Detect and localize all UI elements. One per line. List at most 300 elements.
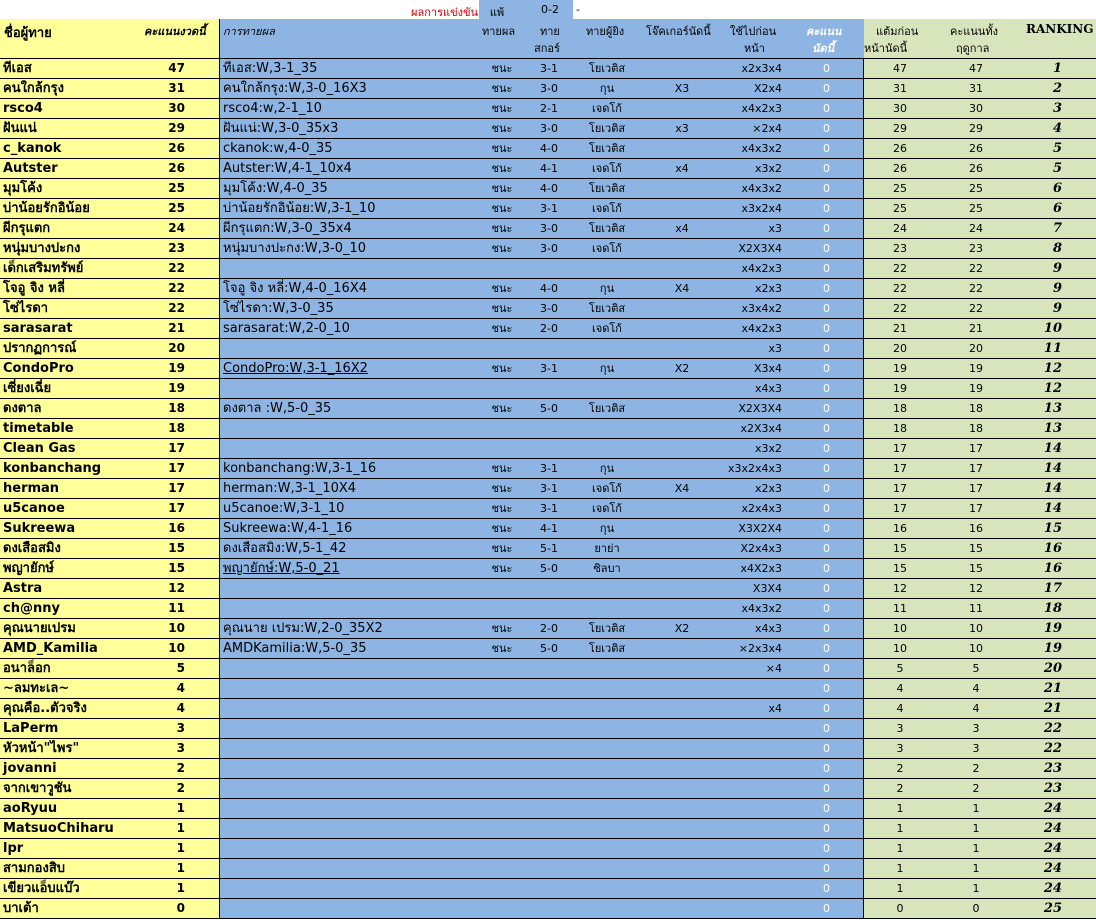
joker-multiplier-cell: X2: [640, 359, 724, 379]
round-points-cell: 1: [164, 819, 220, 839]
joker-multiplier-cell: X4: [640, 479, 724, 499]
ranking-cell: 8: [1016, 239, 1096, 259]
used-jokers-cell: [724, 899, 790, 919]
round-points-cell: 17: [164, 499, 220, 519]
joker-multiplier-cell: [640, 339, 724, 359]
prediction-text-cell: [220, 579, 480, 599]
used-jokers-cell: [724, 839, 790, 859]
points-before-cell: 15: [864, 559, 936, 579]
season-points-cell: 11: [936, 599, 1016, 619]
ranking-cell: 13: [1016, 419, 1096, 439]
round-points-cell: 22: [164, 259, 220, 279]
joker-multiplier-cell: [640, 239, 724, 259]
prediction-text-cell: [220, 439, 480, 459]
joker-multiplier-cell: [640, 319, 724, 339]
season-points-cell: 1: [936, 819, 1016, 839]
prediction-text-cell: [220, 819, 480, 839]
predicted-scorer-cell: กุน: [574, 519, 640, 539]
joker-multiplier-cell: [640, 679, 724, 699]
match-points-cell: 0: [790, 499, 864, 519]
joker-multiplier-cell: [640, 799, 724, 819]
match-points-cell: 0: [790, 779, 864, 799]
predicted-score-cell: [524, 719, 574, 739]
table-row: [0, 159, 1096, 179]
ranking-cell: 22: [1016, 739, 1096, 759]
prediction-text-cell: ทีเอส:W,3-1_35: [220, 59, 480, 79]
predicted-score-cell: 3-1: [524, 199, 574, 219]
prediction-text-cell: [220, 759, 480, 779]
used-jokers-cell: [724, 879, 790, 899]
used-jokers-cell: x4x3: [724, 379, 790, 399]
table-row: [0, 879, 1096, 899]
predicted-scorer-cell: [574, 839, 640, 859]
predicted-score-cell: [524, 599, 574, 619]
season-points-cell: 20: [936, 339, 1016, 359]
player-name-cell: c_kanok: [0, 139, 164, 159]
prediction-text-cell: บ่าน้อยรักอิน้อย:W,3-1_10: [220, 199, 480, 219]
joker-multiplier-cell: [640, 59, 724, 79]
predicted-score-cell: 5-1: [524, 539, 574, 559]
prediction-text-cell: หนุ่มบางปะกง:W,3-0_10: [220, 239, 480, 259]
points-before-cell: 2: [864, 779, 936, 799]
prediction-text-cell: [220, 779, 480, 799]
round-points-cell: 1: [164, 799, 220, 819]
ranking-cell: 24: [1016, 819, 1096, 839]
joker-multiplier-cell: X2: [640, 619, 724, 639]
predicted-score-cell: 3-1: [524, 359, 574, 379]
predicted-score-cell: 3-0: [524, 239, 574, 259]
joker-multiplier-cell: [640, 179, 724, 199]
points-before-cell: 10: [864, 619, 936, 639]
player-name-cell: จากเขาวูชัน: [0, 779, 164, 799]
points-before-cell: 19: [864, 359, 936, 379]
round-points-cell: 17: [164, 439, 220, 459]
round-points-cell: 4: [164, 699, 220, 719]
player-name-cell: aoRyuu: [0, 799, 164, 819]
used-jokers-cell: X2X3X4: [724, 239, 790, 259]
header-match-points-1: คะแนน: [806, 25, 842, 38]
joker-multiplier-cell: [640, 879, 724, 899]
season-points-cell: 3: [936, 719, 1016, 739]
match-points-cell: 0: [790, 739, 864, 759]
prediction-text-cell: rsco4:w,2-1_10: [220, 99, 480, 119]
round-points-cell: 3: [164, 719, 220, 739]
predicted-scorer-cell: [574, 779, 640, 799]
points-before-cell: 21: [864, 319, 936, 339]
points-before-cell: 26: [864, 139, 936, 159]
points-before-cell: 16: [864, 519, 936, 539]
season-points-cell: 10: [936, 619, 1016, 639]
points-before-cell: 17: [864, 479, 936, 499]
predicted-scorer-cell: กุน: [574, 279, 640, 299]
header-result: ทายผล: [482, 25, 516, 38]
table-row: [0, 199, 1096, 219]
header-left: [0, 19, 220, 59]
round-points-cell: 25: [164, 199, 220, 219]
predicted-scorer-cell: โยเวติส: [574, 119, 640, 139]
player-name-cell: timetable: [0, 419, 164, 439]
predicted-result-cell: ชนะ: [480, 479, 524, 499]
used-jokers-cell: X2X3X4: [724, 399, 790, 419]
round-points-cell: 2: [164, 779, 220, 799]
prediction-text-cell: พญายักษ์:W,5-0_21: [220, 559, 480, 579]
predicted-scorer-cell: [574, 759, 640, 779]
ranking-cell: 6: [1016, 199, 1096, 219]
match-points-cell: 0: [790, 819, 864, 839]
prediction-text-cell: โซ่ไรดา:W,3-0_35: [220, 299, 480, 319]
player-name-cell: คุณคือ..ตัวจริง: [0, 699, 164, 719]
header-score-2: สกอร์: [534, 42, 560, 55]
season-points-cell: 31: [936, 79, 1016, 99]
prediction-text-cell: [220, 339, 480, 359]
round-points-cell: 20: [164, 339, 220, 359]
predicted-result-cell: [480, 839, 524, 859]
used-jokers-cell: X3x4: [724, 359, 790, 379]
ranking-cell: 14: [1016, 439, 1096, 459]
ranking-cell: 24: [1016, 879, 1096, 899]
points-before-cell: 18: [864, 399, 936, 419]
predicted-result-cell: ชนะ: [480, 79, 524, 99]
joker-multiplier-cell: [640, 779, 724, 799]
round-points-cell: 29: [164, 119, 220, 139]
predicted-score-cell: 3-0: [524, 119, 574, 139]
ranking-cell: 9: [1016, 299, 1096, 319]
header-score-1: ทาย: [540, 25, 560, 38]
used-jokers-cell: [724, 799, 790, 819]
predicted-result-cell: ชนะ: [480, 239, 524, 259]
used-jokers-cell: [724, 779, 790, 799]
ranking-cell: 14: [1016, 459, 1096, 479]
season-points-cell: 4: [936, 679, 1016, 699]
used-jokers-cell: X3X4: [724, 579, 790, 599]
player-name-cell: jovanni: [0, 759, 164, 779]
used-jokers-cell: [724, 819, 790, 839]
table-row: [0, 839, 1096, 859]
prediction-text-cell: [220, 719, 480, 739]
season-points-cell: 2: [936, 779, 1016, 799]
predicted-score-cell: 3-1: [524, 459, 574, 479]
match-points-cell: 0: [790, 639, 864, 659]
season-points-cell: 10: [936, 639, 1016, 659]
ranking-cell: 9: [1016, 279, 1096, 299]
table-row: [0, 479, 1096, 499]
season-points-cell: 15: [936, 539, 1016, 559]
season-points-cell: 22: [936, 299, 1016, 319]
player-name-cell: คุณนายเปรม: [0, 619, 164, 639]
used-jokers-cell: x4x3: [724, 619, 790, 639]
prediction-text-cell: [220, 679, 480, 699]
season-points-cell: 21: [936, 319, 1016, 339]
predicted-result-cell: ชนะ: [480, 159, 524, 179]
predicted-score-cell: 2-1: [524, 99, 574, 119]
table-row: [0, 59, 1096, 79]
predicted-score-cell: [524, 899, 574, 919]
table-row: [0, 359, 1096, 379]
predicted-score-cell: [524, 339, 574, 359]
predicted-scorer-cell: โยเวติส: [574, 399, 640, 419]
season-points-cell: 25: [936, 199, 1016, 219]
round-points-cell: 15: [164, 559, 220, 579]
ranking-cell: 16: [1016, 539, 1096, 559]
predicted-score-cell: 4-1: [524, 159, 574, 179]
predicted-result-cell: [480, 719, 524, 739]
ranking-cell: 18: [1016, 599, 1096, 619]
ranking-cell: 13: [1016, 399, 1096, 419]
table-row: [0, 539, 1096, 559]
ranking-cell: 14: [1016, 479, 1096, 499]
predicted-score-cell: [524, 879, 574, 899]
season-points-cell: 23: [936, 239, 1016, 259]
match-points-cell: 0: [790, 519, 864, 539]
used-jokers-cell: x4X2x3: [724, 559, 790, 579]
header-right: [864, 19, 1096, 59]
points-before-cell: 11: [864, 599, 936, 619]
match-points-cell: 0: [790, 599, 864, 619]
season-points-cell: 18: [936, 399, 1016, 419]
joker-multiplier-cell: [640, 419, 724, 439]
match-points-cell: 0: [790, 659, 864, 679]
ranking-cell: 19: [1016, 639, 1096, 659]
used-jokers-cell: x2x4x3: [724, 499, 790, 519]
ranking-cell: 6: [1016, 179, 1096, 199]
season-points-cell: 17: [936, 499, 1016, 519]
used-jokers-cell: x2x3x4: [724, 59, 790, 79]
match-points-cell: 0: [790, 119, 864, 139]
points-before-cell: 25: [864, 199, 936, 219]
match-points-cell: 0: [790, 579, 864, 599]
joker-multiplier-cell: [640, 99, 724, 119]
used-jokers-cell: x3x4x2: [724, 299, 790, 319]
match-points-cell: 0: [790, 59, 864, 79]
used-jokers-cell: X3X2X4: [724, 519, 790, 539]
predicted-result-cell: [480, 339, 524, 359]
used-jokers-cell: x3x2: [724, 439, 790, 459]
joker-multiplier-cell: [640, 599, 724, 619]
round-points-cell: 10: [164, 619, 220, 639]
table-row: [0, 679, 1096, 699]
match-points-cell: 0: [790, 839, 864, 859]
season-points-cell: 2: [936, 759, 1016, 779]
ranking-cell: 25: [1016, 899, 1096, 919]
player-name-cell: ดงตาล: [0, 399, 164, 419]
player-name-cell: Autster: [0, 159, 164, 179]
points-before-cell: 22: [864, 299, 936, 319]
player-name-cell: MatsuoChiharu: [0, 819, 164, 839]
season-points-cell: 24: [936, 219, 1016, 239]
prediction-text-cell: ฝันแน่:W,3-0_35x3: [220, 119, 480, 139]
points-before-cell: 30: [864, 99, 936, 119]
predicted-score-cell: 4-0: [524, 139, 574, 159]
match-result-value: แพ้: [489, 6, 505, 19]
match-points-cell: 0: [790, 179, 864, 199]
match-points-cell: 0: [790, 439, 864, 459]
table-row: [0, 719, 1096, 739]
header-points: คะแนนงวดนี้: [144, 25, 206, 38]
table-row: [0, 179, 1096, 199]
prediction-text-cell: ดงเสือสมิง:W,5-1_42: [220, 539, 480, 559]
match-points-cell: 0: [790, 719, 864, 739]
joker-multiplier-cell: [640, 439, 724, 459]
table-row: [0, 739, 1096, 759]
player-name-cell: ดงเสือสมิง: [0, 539, 164, 559]
used-jokers-cell: X2x4x3: [724, 539, 790, 559]
joker-multiplier-cell: x3: [640, 119, 724, 139]
match-points-cell: 0: [790, 239, 864, 259]
points-before-cell: 26: [864, 159, 936, 179]
match-points-cell: 0: [790, 699, 864, 719]
predicted-result-cell: ชนะ: [480, 119, 524, 139]
table-row: [0, 619, 1096, 639]
predicted-scorer-cell: โยเวติส: [574, 59, 640, 79]
match-score: 0-2: [541, 3, 559, 16]
predicted-score-cell: 2-0: [524, 619, 574, 639]
predicted-result-cell: [480, 899, 524, 919]
header-ranking: RANKING: [1026, 22, 1094, 36]
table-row: [0, 399, 1096, 419]
predicted-result-cell: ชนะ: [480, 279, 524, 299]
used-jokers-cell: ×4: [724, 659, 790, 679]
used-jokers-cell: x2x3: [724, 279, 790, 299]
predicted-result-cell: ชนะ: [480, 619, 524, 639]
predicted-result-cell: ชนะ: [480, 359, 524, 379]
predicted-result-cell: ชนะ: [480, 319, 524, 339]
round-points-cell: 19: [164, 359, 220, 379]
predicted-scorer-cell: โยเวติส: [574, 299, 640, 319]
predicted-scorer-cell: [574, 719, 640, 739]
points-before-cell: 12: [864, 579, 936, 599]
season-points-cell: 1: [936, 799, 1016, 819]
round-points-cell: 12: [164, 579, 220, 599]
round-points-cell: 18: [164, 419, 220, 439]
player-name-cell: มุมโค้ง: [0, 179, 164, 199]
joker-multiplier-cell: [640, 759, 724, 779]
player-name-cell: เขียวแอ็บแบ๊ว: [0, 879, 164, 899]
round-points-cell: 4: [164, 679, 220, 699]
season-points-cell: 47: [936, 59, 1016, 79]
match-points-cell: 0: [790, 219, 864, 239]
predicted-result-cell: [480, 859, 524, 879]
joker-multiplier-cell: [640, 639, 724, 659]
predicted-result-cell: [480, 259, 524, 279]
prediction-text-cell: [220, 379, 480, 399]
round-points-cell: 23: [164, 239, 220, 259]
table-row: [0, 659, 1096, 679]
player-name-cell: ปรากฏการณ์: [0, 339, 164, 359]
predicted-score-cell: [524, 659, 574, 679]
joker-multiplier-cell: [640, 259, 724, 279]
player-name-cell: rsco4: [0, 99, 164, 119]
match-points-cell: 0: [790, 159, 864, 179]
player-name-cell: LaPerm: [0, 719, 164, 739]
table-row: [0, 639, 1096, 659]
predicted-result-cell: [480, 819, 524, 839]
prediction-text-cell: [220, 419, 480, 439]
points-before-cell: 1: [864, 879, 936, 899]
predicted-result-cell: ชนะ: [480, 499, 524, 519]
ranking-cell: 24: [1016, 799, 1096, 819]
table-row: [0, 779, 1096, 799]
player-name-cell: อนาล็อก: [0, 659, 164, 679]
used-jokers-cell: x3x2x4x3: [724, 459, 790, 479]
predicted-result-cell: [480, 579, 524, 599]
ranking-cell: 15: [1016, 519, 1096, 539]
table-row: [0, 319, 1096, 339]
predicted-result-cell: [480, 739, 524, 759]
predicted-result-cell: ชนะ: [480, 639, 524, 659]
player-name-cell: บ่าน้อยรักอิน้อย: [0, 199, 164, 219]
predicted-result-cell: ชนะ: [480, 99, 524, 119]
header-season-2: ฤดูกาล: [956, 42, 990, 55]
predicted-scorer-cell: ซิลบา: [574, 559, 640, 579]
round-points-cell: 3: [164, 739, 220, 759]
round-points-cell: 2: [164, 759, 220, 779]
season-points-cell: 12: [936, 579, 1016, 599]
used-jokers-cell: [724, 859, 790, 879]
ranking-cell: 22: [1016, 719, 1096, 739]
match-points-cell: 0: [790, 619, 864, 639]
player-name-cell: CondoPro: [0, 359, 164, 379]
table-row: [0, 279, 1096, 299]
ranking-cell: 12: [1016, 379, 1096, 399]
predicted-result-cell: ชนะ: [480, 459, 524, 479]
predicted-result-cell: ชนะ: [480, 219, 524, 239]
match-points-cell: 0: [790, 379, 864, 399]
ranking-cell: 2: [1016, 79, 1096, 99]
table-row: [0, 79, 1096, 99]
predicted-scorer-cell: [574, 259, 640, 279]
predicted-score-cell: [524, 679, 574, 699]
joker-multiplier-cell: [640, 699, 724, 719]
predicted-scorer-cell: [574, 339, 640, 359]
points-before-cell: 1: [864, 859, 936, 879]
joker-multiplier-cell: [640, 899, 724, 919]
player-name-cell: โจอู จิง หลี่: [0, 279, 164, 299]
round-points-cell: 16: [164, 519, 220, 539]
round-points-cell: 24: [164, 219, 220, 239]
joker-multiplier-cell: [640, 739, 724, 759]
header-prediction: การทายผล: [223, 25, 275, 38]
joker-multiplier-cell: [640, 859, 724, 879]
joker-multiplier-cell: [640, 299, 724, 319]
table-row: [0, 819, 1096, 839]
ranking-cell: 11: [1016, 339, 1096, 359]
used-jokers-cell: x4x3x2: [724, 139, 790, 159]
points-before-cell: 3: [864, 739, 936, 759]
predicted-scorer-cell: เจดโก้: [574, 199, 640, 219]
round-points-cell: 26: [164, 139, 220, 159]
ranking-cell: 1: [1016, 59, 1096, 79]
table-row: [0, 899, 1096, 919]
match-points-cell: 0: [790, 679, 864, 699]
table-row: [0, 439, 1096, 459]
points-before-cell: 1: [864, 819, 936, 839]
ranking-cell: 4: [1016, 119, 1096, 139]
round-points-cell: 31: [164, 79, 220, 99]
table-row: [0, 459, 1096, 479]
table-row: [0, 759, 1096, 779]
round-points-cell: 47: [164, 59, 220, 79]
predicted-score-cell: [524, 859, 574, 879]
prediction-text-cell: Autster:W,4-1_10x4: [220, 159, 480, 179]
predicted-scorer-cell: [574, 859, 640, 879]
predicted-scorer-cell: [574, 659, 640, 679]
ranking-cell: 24: [1016, 859, 1096, 879]
round-points-cell: 18: [164, 399, 220, 419]
header-middle: [220, 19, 864, 59]
ranking-cell: 20: [1016, 659, 1096, 679]
predicted-result-cell: [480, 879, 524, 899]
prediction-text-cell: CondoPro:W,3-1_16X2: [220, 359, 480, 379]
